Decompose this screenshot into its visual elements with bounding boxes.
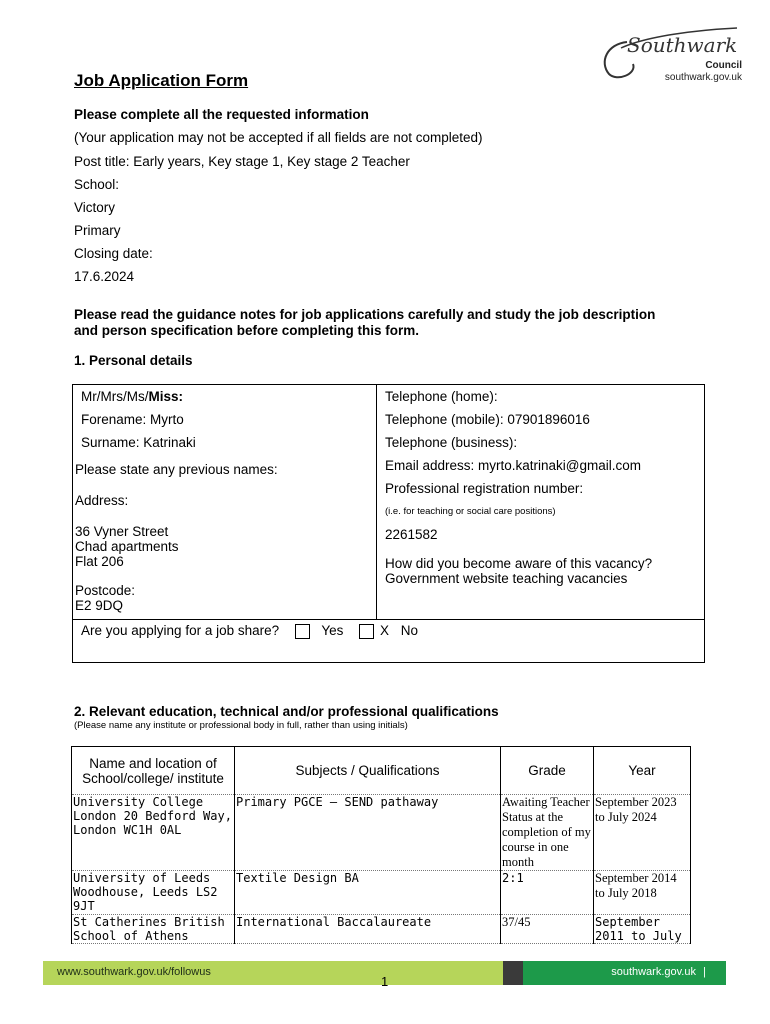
job-share-row [73, 620, 704, 642]
title-field[interactable] [73, 385, 376, 408]
intro-note: (Your application may not be accepted if all fields are not completed) [74, 130, 483, 145]
table-row [72, 915, 691, 944]
personal-details-heading: 1. Personal details [74, 353, 193, 368]
telephone-home-field[interactable]: Telephone (home): [385, 389, 498, 404]
guidance-line-2: and person specification before completing this form. [74, 323, 420, 338]
row-2-year[interactable]: September 2014 to July 2018 [594, 871, 691, 915]
professional-registration-label: Professional registration number: [385, 481, 584, 496]
surname-field[interactable]: Surname: Katrinaki [81, 435, 196, 450]
address-line-2[interactable]: Chad apartments [75, 539, 179, 554]
footer-followus-link[interactable]: www.southwark.gov.uk/followus [57, 966, 211, 978]
table-row [72, 871, 691, 915]
telephone-mobile-field[interactable]: Telephone (mobile): 07901896016 [385, 412, 590, 427]
closing-date: 17.6.2024 [74, 269, 135, 284]
intro-heading: Please complete all the requested information [74, 107, 369, 122]
job-share-yes-label: Yes [321, 623, 344, 638]
row-2-school[interactable]: University of Leeds Woodhouse, Leeds LS2 9JT [72, 871, 235, 915]
job-share-question: Are you applying for a job share? [81, 623, 280, 638]
school-line-2: Primary [74, 223, 121, 238]
table-row [72, 795, 691, 871]
school-line-1: Victory [74, 200, 116, 215]
education-header-row [72, 747, 691, 795]
row-2-subject[interactable]: Textile Design BA [235, 871, 501, 915]
row-3-school[interactable]: St Catherines British School of Athens [72, 915, 235, 944]
closing-date-label: Closing date: [74, 246, 153, 261]
row-1-subject[interactable]: Primary PGCE – SEND pathaway [235, 795, 501, 871]
header-grade: Grade [501, 747, 594, 795]
job-share-yes-checkbox[interactable] [295, 624, 310, 639]
telephone-business-field[interactable]: Telephone (business): [385, 435, 518, 450]
title-prefix: Mr/Mrs/Ms/ [81, 389, 149, 404]
address-line-3[interactable]: Flat 206 [75, 554, 124, 569]
forename-field[interactable]: Forename: Myrto [81, 412, 184, 427]
row-3-year[interactable]: September 2011 to July [594, 915, 691, 944]
row-3-grade[interactable]: 37/45 [501, 915, 594, 944]
professional-registration-note: (i.e. for teaching or social care positions) [385, 506, 556, 517]
education-heading: 2. Relevant education, technical and/or professional qualifications [74, 704, 499, 719]
header-subjects: Subjects / Qualifications [235, 747, 501, 795]
address-label: Address: [75, 493, 129, 508]
row-3-subject[interactable]: International Baccalaureate [235, 915, 501, 944]
footer-separator: | [703, 966, 706, 978]
footer-dark-band [503, 961, 523, 985]
address-line-1[interactable]: 36 Vyner Street [75, 524, 169, 539]
row-1-year[interactable]: September 2023 to July 2024 [594, 795, 691, 871]
job-share-no-mark: X [379, 623, 389, 638]
school-label: School: [74, 177, 120, 192]
title-value: Miss: [148, 389, 183, 404]
row-1-school[interactable]: University College London 20 Bedford Way, London WC1H 0AL [72, 795, 235, 871]
post-title: Post title: Early years, Key stage 1, Key stage 2 Teacher [74, 154, 410, 169]
page-number: 1 [381, 974, 389, 989]
logo-url-text: southwark.gov.uk [664, 72, 742, 83]
logo-brand-text: Southwark [627, 33, 738, 57]
job-share-no-label: No [400, 623, 419, 638]
previous-names-field[interactable]: Please state any previous names: [75, 462, 278, 477]
header-school: Name and location of School/college/ institute [72, 747, 235, 795]
personal-details-table [72, 384, 705, 663]
professional-registration-value[interactable]: 2261582 [385, 527, 438, 542]
job-share-no-checkbox[interactable] [359, 624, 374, 639]
page-title: Job Application Form [74, 71, 249, 90]
education-table [71, 746, 691, 944]
guidance-line-1: Please read the guidance notes for job applications carefully and study the job description [74, 307, 656, 322]
vacancy-source-question: How did you become aware of this vacancy? [385, 556, 653, 571]
email-field[interactable]: Email address: myrto.katrinaki@gmail.com [385, 458, 642, 473]
postcode-value[interactable]: E2 9DQ [75, 598, 124, 613]
footer-site-link[interactable]: southwark.gov.uk [611, 966, 696, 978]
logo-council-text: Council [705, 60, 742, 71]
postcode-label: Postcode: [75, 583, 136, 598]
header-year: Year [594, 747, 691, 795]
vacancy-source-answer[interactable]: Government website teaching vacancies [385, 571, 628, 586]
row-1-grade[interactable]: Awaiting Teacher Status at the completion of my course in one month [501, 795, 594, 871]
education-note: (Please name any institute or professional body in full, rather than using initials) [74, 720, 408, 731]
southwark-council-logo [597, 22, 742, 88]
row-2-grade[interactable]: 2:1 [501, 871, 594, 915]
